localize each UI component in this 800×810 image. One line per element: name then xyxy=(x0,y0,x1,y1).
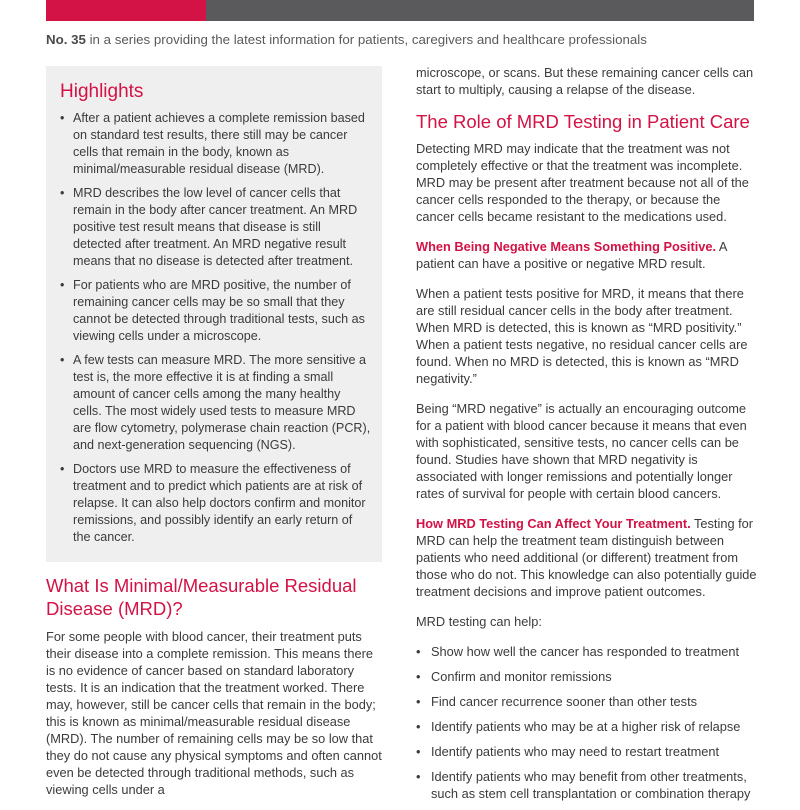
help-text: Find cancer recurrence sooner than other tests xyxy=(431,694,698,709)
series-text: in a series providing the latest information for patients, caregivers and healthcare professionals xyxy=(85,32,647,47)
bullet-icon: • xyxy=(60,186,65,200)
affect-text: Testing for MRD can help the treatment team distinguish between patients who need additional (or different) treatment from those who do not. This knowledge can also potentially guide treatment decisions and improve patient outcomes. xyxy=(416,516,757,599)
header-bar xyxy=(46,0,754,21)
help-list xyxy=(416,643,762,802)
affect-heading: How MRD Testing Can Affect Your Treatment. xyxy=(416,516,691,531)
highlight-text: After a patient achieves a complete remission based on standard test results, there still may be cancer cells that remain in the body, known as minimal/measurable residual disease (MRD). xyxy=(73,111,365,176)
help-text: Show how well the cancer has responded to treatment xyxy=(431,644,740,659)
mrd-section-paragraph: For some people with blood cancer, their treatment puts their disease into a complete remission. This means there is no evidence of cancer based on standard laboratory tests. It is an indication that the treatment worked. There may, however, still be cancer cells that remain in the body; this is known as minimal/measurable residual disease (MRD). The number of remaining cells may be so low that they do not cause any physical symptoms and often cannot even be detected through traditional methods, such as viewing cells under a xyxy=(46,629,382,797)
negative-text: A patient can have a positive or negative MRD result. xyxy=(416,239,727,271)
bullet-icon: • xyxy=(60,111,65,125)
highlight-item xyxy=(60,352,372,454)
role-paragraph: Detecting MRD may indicate that the treatment was not completely effective or that the treatment was incomplete. MRD may be present after treatment because not all of the cancer cells responded to the therapy, or because the cancer cells became resistant to the medications used. xyxy=(416,141,749,224)
highlight-item xyxy=(60,461,372,546)
series-line xyxy=(46,32,647,47)
affect-paragraph xyxy=(416,515,762,600)
help-text: Identify patients who may need to restart treatment xyxy=(431,744,720,759)
bullet-icon: • xyxy=(416,769,421,784)
continuation-paragraph: microscope, or scans. But these remaining cancer cells can start to multiply, causing a relapse of the disease. xyxy=(416,65,754,97)
bullet-icon: • xyxy=(60,353,65,367)
highlight-item xyxy=(60,110,372,178)
positive-paragraph: When a patient tests positive for MRD, it means that there are still residual cancer cells in the body after treatment. When MRD is detected, this is known as “MRD positivity.” When a patient tests negative, no residual cancer cells are found. When no MRD is detected, this is known as “MRD negativity.” xyxy=(416,286,748,386)
series-number: No. 35 xyxy=(46,32,86,47)
help-text: Identify patients who may benefit from other treatments, such as stem cell transplantation or combination therapy xyxy=(431,769,751,801)
help-item xyxy=(416,743,762,760)
highlight-text: MRD describes the low level of cancer cells that remain in the body after cancer treatment. An MRD positive test result means that disease is still detected after treatment. An MRD negative result means that no disease is detected after treatment. xyxy=(73,186,358,268)
highlight-item xyxy=(60,185,372,270)
bullet-icon: • xyxy=(60,462,65,476)
highlight-text: A few tests can measure MRD. The more sensitive a test is, the more effective it is at finding a small amount of cancer cells among the many healthy cells. The most widely used tests to measure MRD are flow cytometry, polymerase chain reaction (PCR), and next-generation sequencing (NGS). xyxy=(73,353,371,452)
highlights-list xyxy=(60,110,372,553)
mrd-section-title: What Is Minimal/Measurable Residual Disease (MRD)? xyxy=(46,575,357,619)
bullet-icon: • xyxy=(416,744,421,759)
highlight-item xyxy=(60,277,372,345)
help-text: Identify patients who may be at a higher risk of relapse xyxy=(431,719,741,734)
help-item xyxy=(416,668,762,685)
bullet-icon: • xyxy=(60,278,65,292)
role-section-title: The Role of MRD Testing in Patient Care xyxy=(416,111,750,132)
help-text: Confirm and monitor remissions xyxy=(431,669,612,684)
bullet-icon: • xyxy=(416,669,421,684)
right-column xyxy=(416,64,762,810)
help-item xyxy=(416,718,762,735)
negative-paragraph xyxy=(416,238,762,272)
help-item xyxy=(416,693,762,710)
bullet-icon: • xyxy=(416,719,421,734)
header-accent-bar xyxy=(46,0,206,21)
encouraging-paragraph: Being “MRD negative” is actually an encouraging outcome for a patient with blood cancer because it means that even with sophisticated, sensitive tests, no cancer cells can be found. Studies have shown that MRD negativity is associated with longer remissions and potentially longer rates of survival for people with certain blood cancers. xyxy=(416,401,747,501)
help-intro: MRD testing can help: xyxy=(416,614,542,629)
highlight-text: Doctors use MRD to measure the effectiveness of treatment and to predict which patients are at risk of relapse. It can also help doctors confirm and monitor remissions, and possibly identify an early return of the cancer. xyxy=(73,462,366,544)
help-item xyxy=(416,643,762,660)
highlights-title: Highlights xyxy=(60,81,144,102)
bullet-icon: • xyxy=(416,694,421,709)
help-item xyxy=(416,768,762,802)
negative-heading: When Being Negative Means Something Positive. xyxy=(416,239,717,254)
bullet-icon: • xyxy=(416,644,421,659)
highlight-text: For patients who are MRD positive, the number of remaining cancer cells may be so small that they cannot be detected through traditional tests, such as viewing cells under a microscope. xyxy=(73,278,365,343)
